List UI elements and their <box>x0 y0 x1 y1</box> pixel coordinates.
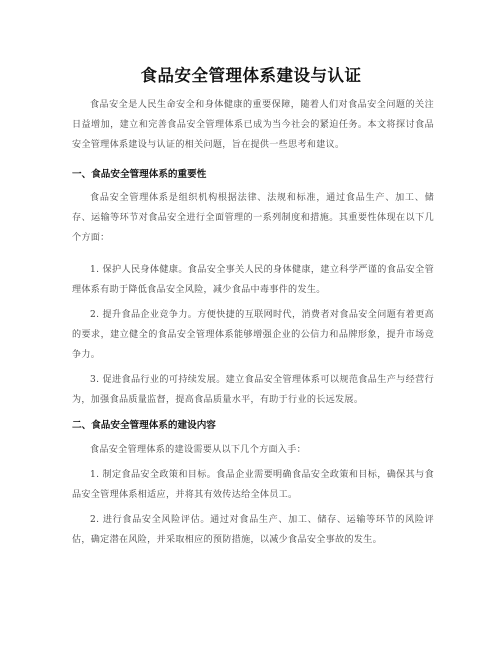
intro-paragraph: 食品安全是人民生命安全和身体健康的重要保障，随着人们对食品安全问题的关注日益增加，建立和完善食品安全管理体系已成为当今社会的紧迫任务。本文将探讨食品安全管理体系建设与认证的相关问题，旨在提供一些思考和建议。 <box>72 100 434 150</box>
section-heading-importance: 一、食品安全管理体系的重要性 <box>72 169 207 180</box>
section-intro-importance: 食品安全管理体系是组织机构根据法律、法规和标准，通过食品生产、加工、储存、运输等环节对食品安全进行全面管理的一系列制度和措施。其重要性体现在以下几个方面： <box>72 193 434 243</box>
document-title: 食品安全管理体系建设与认证 <box>140 66 362 85</box>
section-intro-construction: 食品安全管理体系的建设需要从以下几个方面入手： <box>90 445 307 455</box>
list-item: 2. 进行食品安全风险评估。通过对食品生产、加工、储存、运输等环节的风险评估，确定潜在风险，并采取相应的预防措施，以减少食品安全事故的发生。 <box>72 515 434 545</box>
list-item: 1. 制定食品安全政策和目标。食品企业需要明确食品安全政策和目标，确保其与食品安全管理体系相适应，并将其有效传达给全体员工。 <box>72 470 434 500</box>
list-item: 1. 保护人民身体健康。食品安全事关人民的身体健康，建立科学严谨的食品安全管理体系有助于降低食品安全风险，减少食品中毒事件的发生。 <box>72 265 434 295</box>
section-heading-construction: 二、食品安全管理体系的建设内容 <box>72 420 216 431</box>
list-item: 3. 促进食品行业的可持续发展。建立食品安全管理体系可以规范食品生产与经营行为，加强食品质量监督，提高食品质量水平，有助于行业的长远发展。 <box>72 375 434 405</box>
list-item: 2. 提升食品企业竞争力。方便快捷的互联网时代，消费者对食品安全问题有着更高的要求，建立健全的食品安全管理体系能够增强企业的公信力和品牌形象，提升市场竞争力。 <box>72 310 434 360</box>
